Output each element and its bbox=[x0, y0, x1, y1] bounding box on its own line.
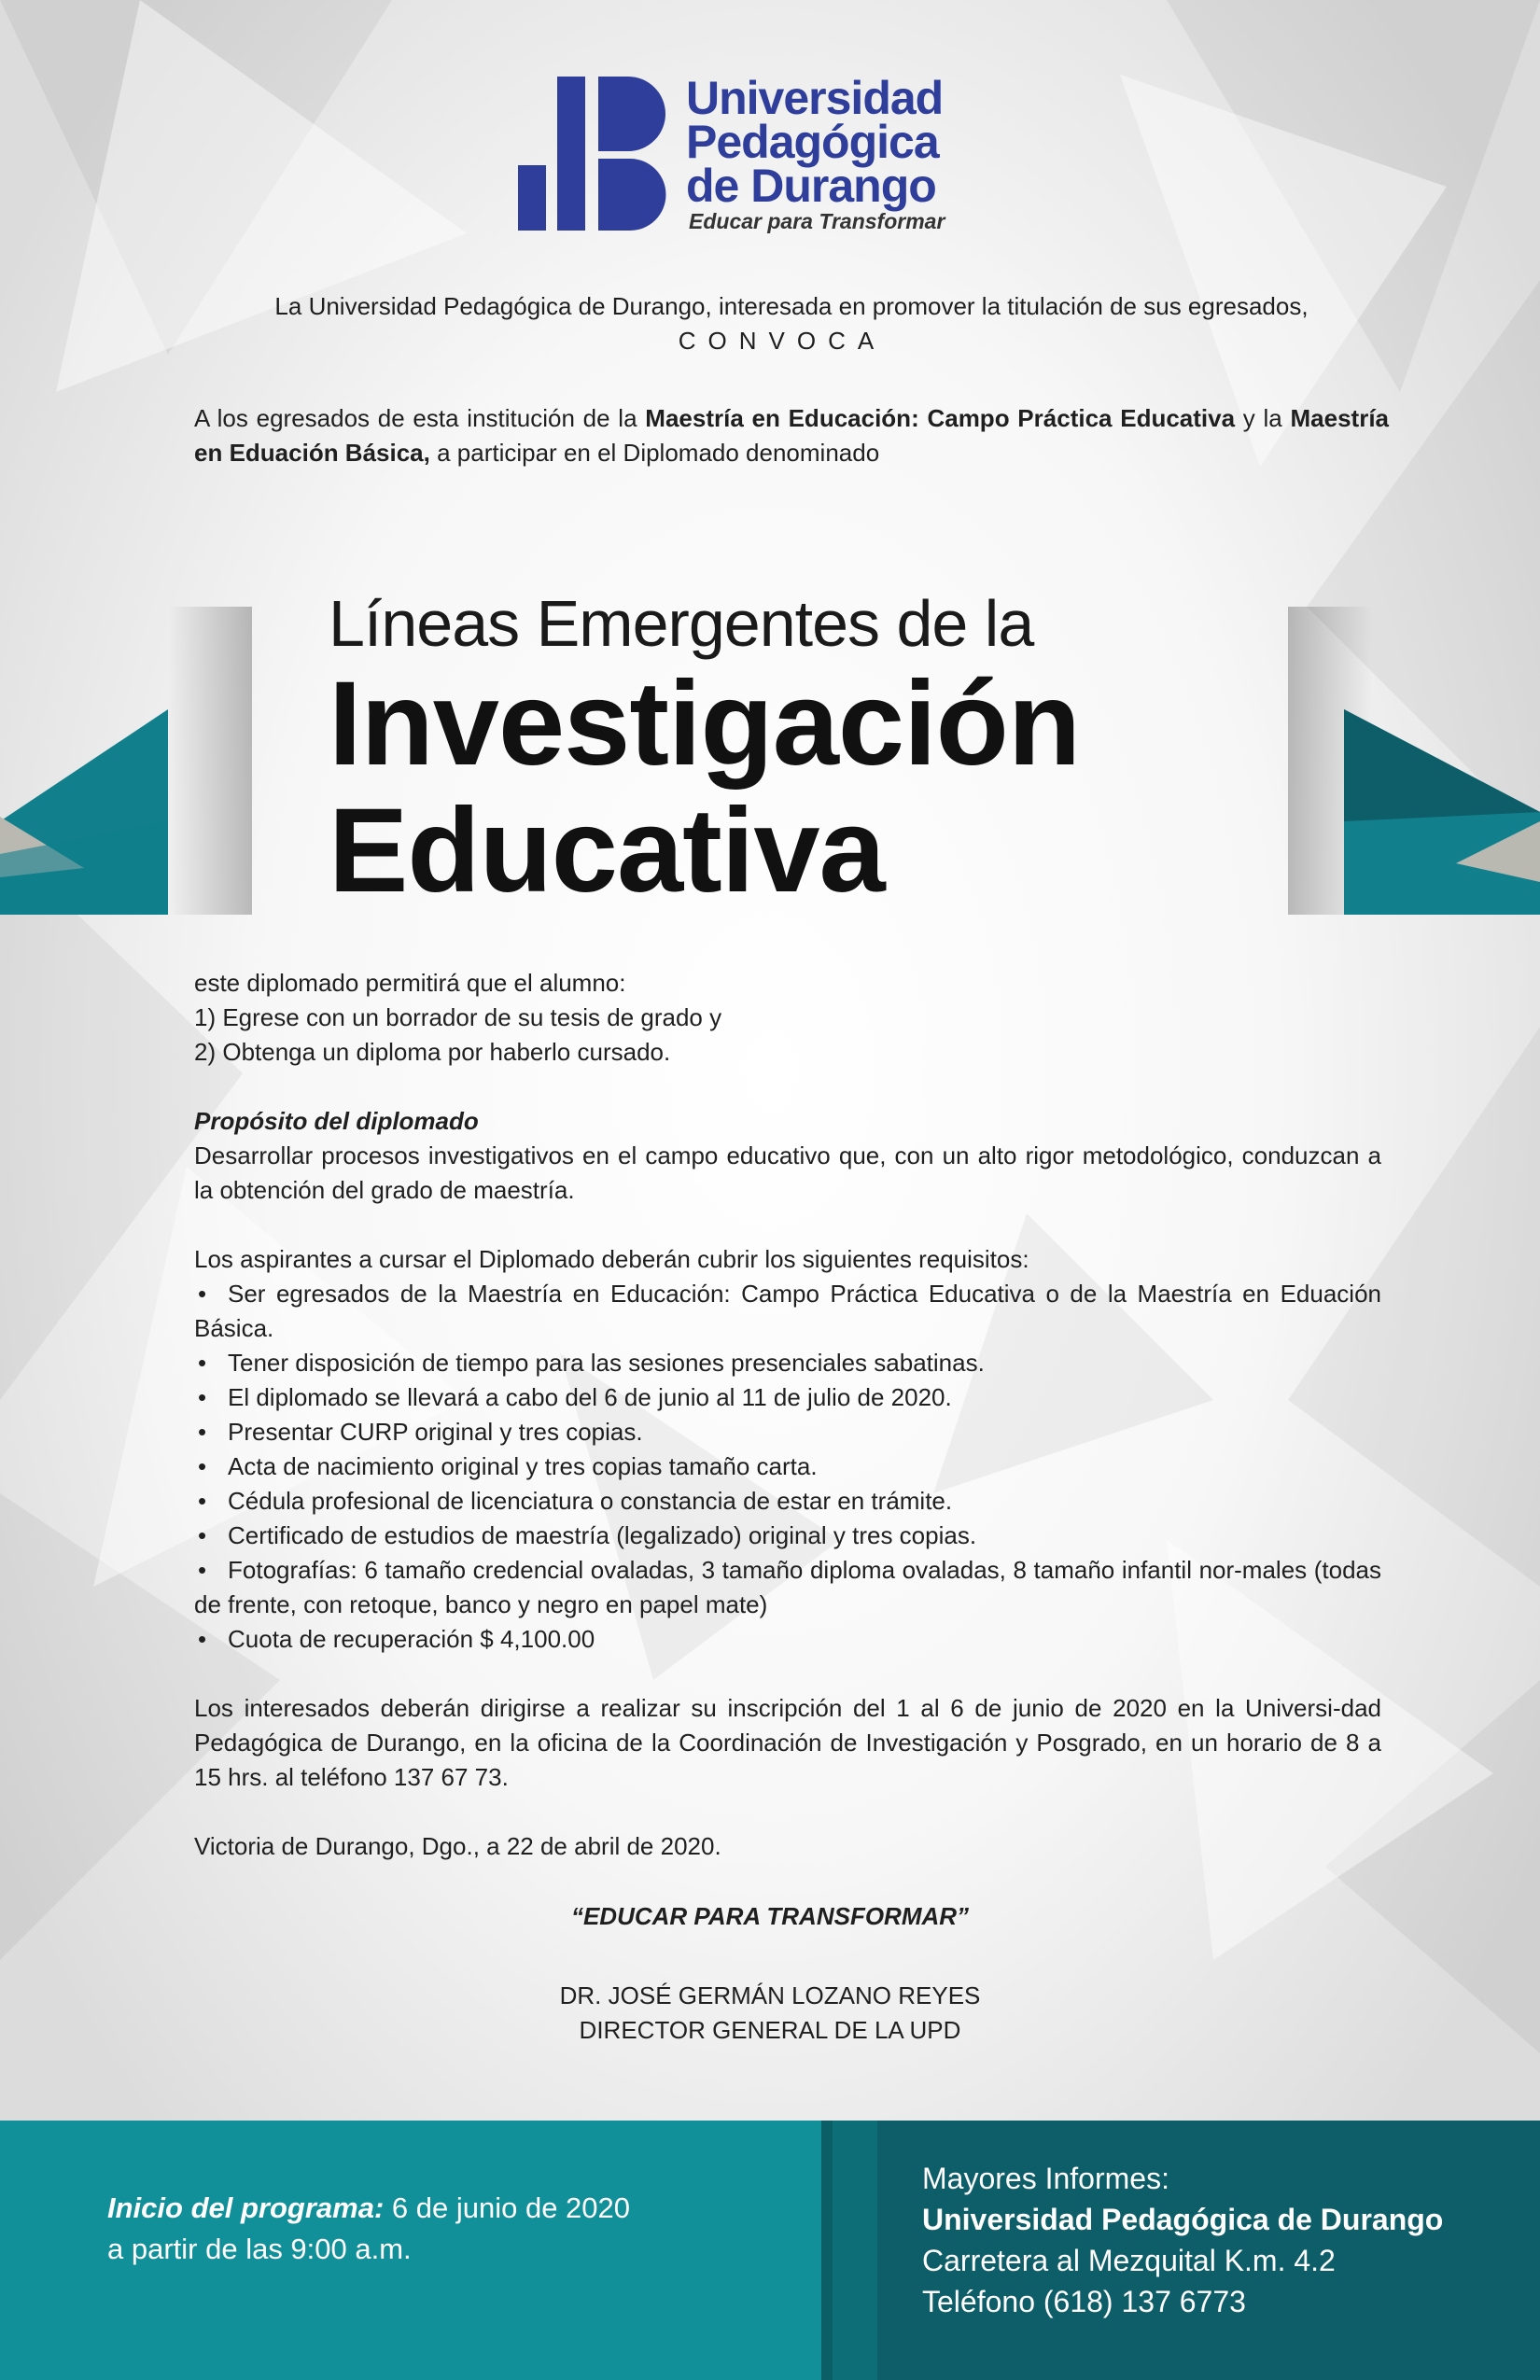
requirements-intro: Los aspirantes a cursar el Diplomado deberán cubrir los siguientes requisitos: bbox=[194, 1245, 1029, 1273]
contact-info bbox=[922, 2158, 1519, 2322]
requirement-item: • Tener disposición de tiempo para las sesiones presenciales sabatinas. bbox=[194, 1346, 1381, 1380]
recipients-pre: A los egresados de esta institución de la bbox=[194, 404, 646, 432]
contact-address: Carretera al Mezquital K.m. 4.2 bbox=[922, 2244, 1336, 2277]
purpose-heading: Propósito del diplomado bbox=[194, 1107, 479, 1135]
purpose-text: Desarrollar procesos investigativos en el campo educativo que, con un alto rigor metodológico, conduzcan a la obtención del grado de maestría. bbox=[194, 1141, 1381, 1204]
title-line1: Líneas Emergentes de la bbox=[329, 587, 1034, 660]
motto: “EDUCAR PARA TRANSFORMAR” bbox=[570, 1902, 970, 1930]
logo-name-line2: Pedagógica bbox=[686, 116, 939, 168]
requirement-item: • Presentar CURP original y tres copias. bbox=[194, 1415, 1381, 1449]
requirement-item: • Cédula profesional de licenciatura o constancia de estar en trámite. bbox=[194, 1484, 1381, 1519]
requirement-item: • Certificado de estudios de maestría (legalizado) original y tres copias. bbox=[194, 1519, 1381, 1553]
logo-name-line3: de Durango bbox=[686, 160, 936, 212]
program-name-1: Maestría en Educación: Campo Práctica Educativa bbox=[645, 404, 1236, 432]
recipients-mid: y la bbox=[1235, 404, 1291, 432]
contact-phone: Teléfono (618) 137 6773 bbox=[922, 2285, 1246, 2318]
requirement-item: • Ser egresados de la Maestría en Educación: Campo Práctica Educativa o de la Maestría en Eduación Básica. bbox=[194, 1277, 1381, 1346]
body-point-1: 1) Egrese con un borrador de su tesis de grado y bbox=[194, 1003, 722, 1031]
registration-text: Los interesados deberán dirigirse a realizar su inscripción del 1 al 6 de junio de 2020 en la Universi-dad Pedagógica de Durango, en la oficina de la Coordinación de Investigación y Posgrado, en un horario de 8 a 15 hrs. al teléfono 137 67 73. bbox=[194, 1694, 1381, 1791]
university-name bbox=[686, 72, 944, 212]
logo-tagline: Educar para Transformar bbox=[689, 209, 945, 233]
contact-org: Universidad Pedagógica de Durango bbox=[922, 2203, 1444, 2236]
recipients-post: a participar en el Diplomado denominado bbox=[429, 439, 880, 467]
requirements-list bbox=[194, 1277, 1381, 1657]
start-label: Inicio del programa: bbox=[107, 2191, 385, 2224]
requirement-item: • Fotografías: 6 tamaño credencial ovaladas, 3 tamaño diploma ovaladas, 8 tamaño infantil nor-males (todas de frente, con retoque, banco y negro en papel mate) bbox=[194, 1553, 1381, 1622]
signature-block bbox=[0, 1979, 1540, 2048]
recipients-paragraph bbox=[194, 401, 1389, 470]
title-line3: Educativa bbox=[329, 784, 885, 917]
signer-role: DIRECTOR GENERAL DE LA UPD bbox=[579, 2016, 961, 2044]
intro-paragraph bbox=[194, 289, 1389, 358]
logo-name-line1: Universidad bbox=[686, 72, 944, 124]
start-date: 6 de junio de 2020 bbox=[384, 2191, 631, 2224]
body-point-2: 2) Obtenga un diploma por haberlo cursado. bbox=[194, 1038, 671, 1066]
requirement-item: • Acta de nacimiento original y tres copias tamaño carta. bbox=[194, 1449, 1381, 1484]
intro-line: La Universidad Pedagógica de Durango, interesada en promover la titulación de sus egresados, bbox=[274, 292, 1309, 320]
university-logo bbox=[518, 72, 985, 245]
requirement-item: • El diplomado se llevará a cabo del 6 de junio al 11 de julio de 2020. bbox=[194, 1380, 1381, 1415]
convoca-heading: CONVOCA bbox=[678, 327, 887, 355]
program-name-2: Maestría en Eduación Básica, bbox=[194, 404, 1390, 467]
start-time: a partir de las 9:00 a.m. bbox=[107, 2233, 412, 2265]
requirement-item: • Cuota de recuperación $ 4,100.00 bbox=[194, 1622, 1381, 1657]
program-start bbox=[107, 2188, 761, 2270]
body-lead: este diplomado permitirá que el alumno: bbox=[194, 969, 626, 997]
upd-logo-icon bbox=[518, 77, 672, 235]
title-line2: Investigación bbox=[329, 657, 1080, 791]
place-date: Victoria de Durango, Dgo., a 22 de abril de 2020. bbox=[194, 1832, 721, 1860]
signer-name: DR. JOSÉ GERMÁN LOZANO REYES bbox=[559, 1981, 981, 2009]
info-label: Mayores Informes: bbox=[922, 2162, 1169, 2195]
body-text bbox=[194, 966, 1381, 1864]
diploma-title bbox=[329, 586, 1262, 915]
